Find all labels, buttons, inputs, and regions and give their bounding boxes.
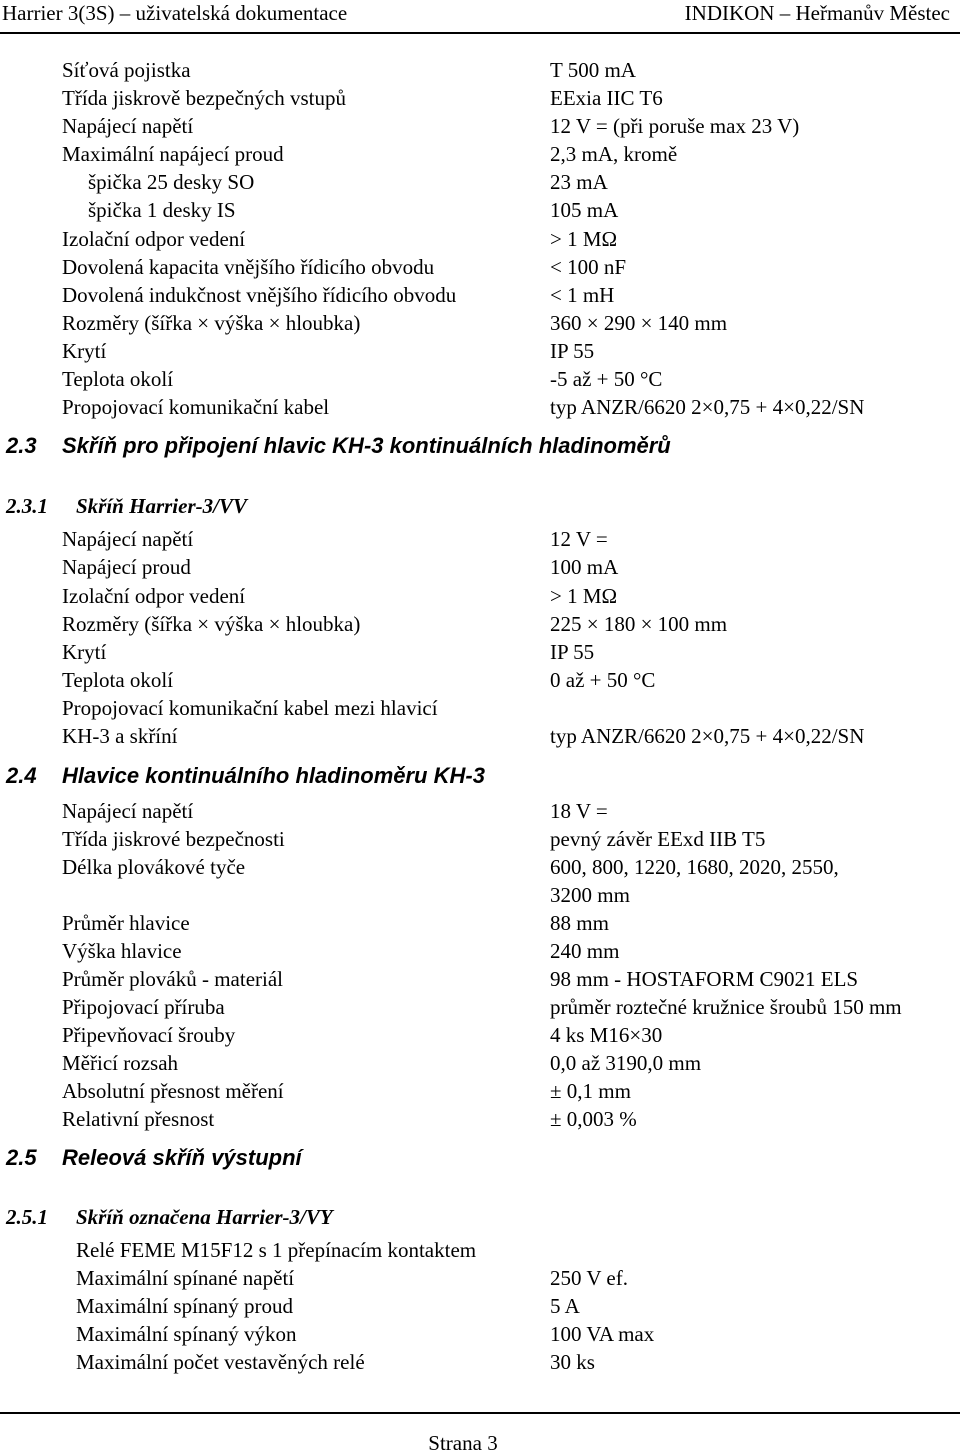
spec-value: 600, 800, 1220, 1680, 2020, 2550,	[550, 855, 839, 879]
section-heading	[6, 761, 485, 791]
section-title: Skříň pro připojení hlavic KH-3 kontinuálních hladinoměrů	[62, 433, 671, 458]
spec-label: Teplota okolí	[62, 367, 174, 391]
spec-value: 12 V =	[550, 527, 608, 551]
spec-label: Rozměry (šířka × výška × hloubka)	[62, 612, 361, 636]
spec-value: typ ANZR/6620 2×0,75 + 4×0,22/SN	[550, 395, 865, 419]
spec-value: ± 0,003 %	[550, 1107, 637, 1131]
spec-label: Průměr plováků - materiál	[62, 967, 284, 991]
spec-label: Krytí	[62, 640, 107, 664]
subsection-title: Skříň Harrier-3/VV	[76, 494, 247, 518]
subsection-title: Skříň označena Harrier-3/VY	[76, 1205, 333, 1229]
spec-label: Izolační odpor vedení	[62, 584, 246, 608]
spec-value: 0 až + 50 °C	[550, 668, 656, 692]
subsection-heading	[6, 1202, 333, 1232]
spec-value: -5 až + 50 °C	[550, 367, 663, 391]
page-header	[0, 0, 960, 28]
spec-label: Napájecí napětí	[62, 114, 194, 138]
spec-label: Maximální spínaný výkon	[76, 1322, 297, 1346]
spec-label: Absolutní přesnost měření	[62, 1079, 284, 1103]
spec-value: 105 mA	[550, 198, 619, 222]
spec-label: Napájecí proud	[62, 555, 191, 579]
spec-label: Napájecí napětí	[62, 527, 194, 551]
spec-value: IP 55	[550, 339, 595, 363]
spec-value: 240 mm	[550, 939, 620, 963]
spec-value: 18 V =	[550, 799, 608, 823]
spec-value: IP 55	[550, 640, 595, 664]
spec-label: špička 1 desky IS	[88, 198, 236, 222]
spec-label: Síťová pojistka	[62, 58, 191, 82]
spec-label: Relativní přesnost	[62, 1107, 215, 1131]
spec-value: 360 × 290 × 140 mm	[550, 311, 728, 335]
spec-label: KH-3 a skříní	[62, 724, 178, 748]
spec-value: průměr roztečné kružnice šroubů 150 mm	[550, 995, 902, 1019]
spec-label: Dovolená indukčnost vnějšího řídicího obvodu	[62, 283, 457, 307]
subsection-number: 2.3.1	[6, 494, 48, 518]
spec-value: typ ANZR/6620 2×0,75 + 4×0,22/SN	[550, 724, 865, 748]
spec-value: 250 V ef.	[550, 1266, 628, 1290]
section-number: 2.5	[6, 1145, 37, 1170]
spec-value: > 1 MΩ	[550, 227, 618, 251]
section-title: Hlavice kontinuálního hladinoměru KH-3	[62, 763, 485, 788]
spec-label: Výška hlavice	[62, 939, 182, 963]
spec-value: 225 × 180 × 100 mm	[550, 612, 728, 636]
spec-label: Třída jiskrově bezpečných vstupů	[62, 86, 346, 110]
spec-value: 23 mA	[550, 170, 608, 194]
spec-value: 100 VA max	[550, 1322, 655, 1346]
subsection-number: 2.5.1	[6, 1205, 48, 1229]
section-number: 2.3	[6, 433, 37, 458]
spec-label: Maximální počet vestavěných relé	[76, 1350, 365, 1374]
spec-label: Délka plovákové tyče	[62, 855, 246, 879]
section-number: 2.4	[6, 763, 37, 788]
spec-value: 0,0 až 3190,0 mm	[550, 1051, 702, 1075]
spec-value: 100 mA	[550, 555, 619, 579]
spec-value: 98 mm - HOSTAFORM C9021 ELS	[550, 967, 859, 991]
spec-label: Propojovací komunikační kabel mezi hlavicí	[62, 696, 438, 720]
spec-label: Připojovací příruba	[62, 995, 225, 1019]
spec-value: 4 ks M16×30	[550, 1023, 663, 1047]
spec-label: Izolační odpor vedení	[62, 227, 246, 251]
header-company: INDIKON – Heřmanův Městec	[684, 1, 950, 25]
spec-label: Průměr hlavice	[62, 911, 190, 935]
spec-label: Propojovací komunikační kabel	[62, 395, 330, 419]
header-document-title: Harrier 3(3S) – uživatelská dokumentace	[2, 1, 348, 25]
spec-label: Maximální spínaný proud	[76, 1294, 293, 1318]
spec-value: > 1 MΩ	[550, 584, 618, 608]
spec-value: 30 ks	[550, 1350, 595, 1374]
spec-value: 3200 mm	[550, 883, 630, 907]
spec-label: Měřicí rozsah	[62, 1051, 179, 1075]
subsection-heading	[6, 491, 247, 521]
spec-value: 88 mm	[550, 911, 609, 935]
footer-rule	[0, 1412, 960, 1414]
spec-label: Připevňovací šrouby	[62, 1023, 236, 1047]
page-number: Strana 3	[428, 1431, 498, 1455]
spec-label: Napájecí napětí	[62, 799, 194, 823]
spec-label: Dovolená kapacita vnějšího řídicího obvodu	[62, 255, 435, 279]
spec-value: 12 V = (při poruše max 23 V)	[550, 114, 800, 138]
spec-value: < 100 nF	[550, 255, 627, 279]
header-rule	[0, 32, 960, 34]
spec-label: Třída jiskrové bezpečnosti	[62, 827, 285, 851]
spec-value: < 1 mH	[550, 283, 615, 307]
section-heading	[6, 431, 671, 461]
spec-label: Rozměry (šířka × výška × hloubka)	[62, 311, 361, 335]
spec-value: ± 0,1 mm	[550, 1079, 631, 1103]
spec-label: špička 25 desky SO	[88, 170, 255, 194]
section-title: Releová skříň výstupní	[62, 1145, 302, 1170]
spec-value: EExia IIC T6	[550, 86, 663, 110]
section-heading	[6, 1143, 302, 1173]
spec-label: Teplota okolí	[62, 668, 174, 692]
spec-label: Maximální napájecí proud	[62, 142, 284, 166]
spec-label: Maximální spínané napětí	[76, 1266, 295, 1290]
spec-label: Relé FEME M15F12 s 1 přepínacím kontaktem	[76, 1238, 477, 1262]
spec-value: 5 A	[550, 1294, 580, 1318]
spec-label: Krytí	[62, 339, 107, 363]
spec-value: pevný závěr EExd IIB T5	[550, 827, 766, 851]
spec-value: T 500 mA	[550, 58, 636, 82]
spec-value: 2,3 mA, kromě	[550, 142, 678, 166]
